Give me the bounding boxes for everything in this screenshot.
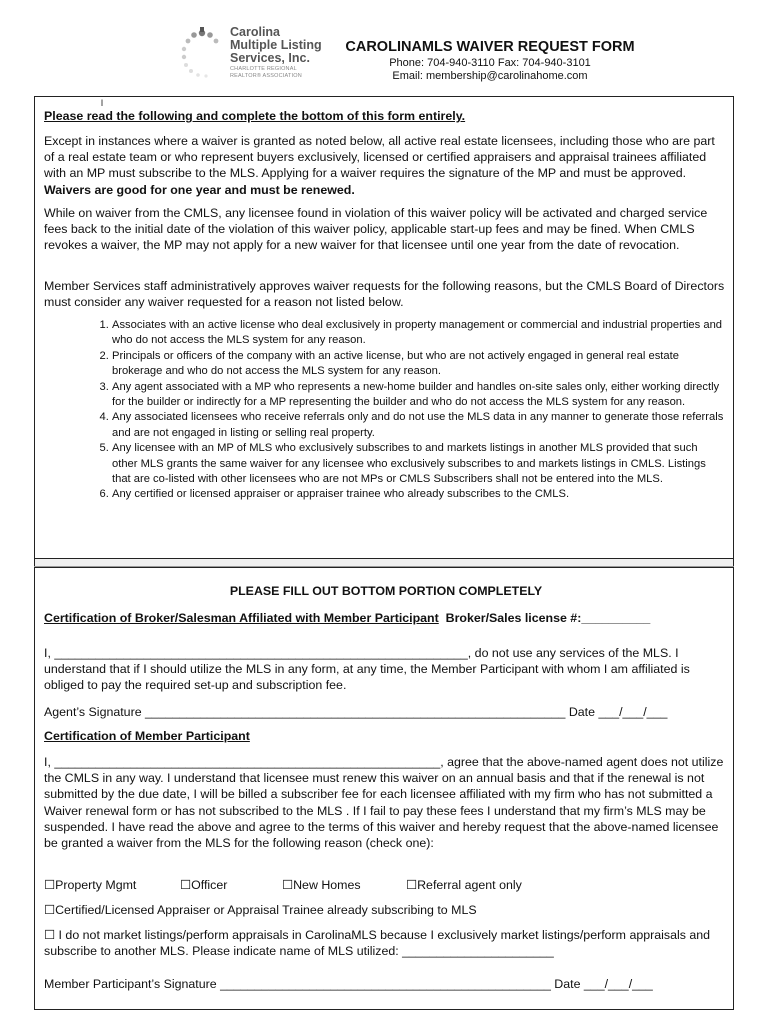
instructions-heading: Please read the following and complete the bottom of this form entirely. bbox=[44, 109, 466, 123]
logo-line-1: Carolina bbox=[230, 25, 281, 39]
reason-item: 6. Any certified or licensed appraiser or appraiser trainee who already subscribes to the CMLS. bbox=[112, 487, 724, 502]
logo bbox=[178, 24, 338, 82]
renewal-notice: Waivers are good for one year and must be renewed. bbox=[44, 182, 355, 197]
logo-tagline-1: CHARLOTTE REGIONAL bbox=[230, 66, 297, 72]
reason-item: 2. Principals or officers of the company with an active license, but who are not actively engaged in general real estate brokerage and who do not access the MLS system for any reason. bbox=[112, 349, 724, 380]
broker-certification-row bbox=[44, 610, 728, 626]
phone-fax-line: Phone: 704-940-3110 Fax: 704-940-3101 bbox=[389, 57, 591, 69]
reason-item: 4. Any associated licensees who receive referrals only and do not use the MLS data in any manner to generate those referrals and are not engaged in listing or selling real property. bbox=[112, 410, 724, 441]
logo-line-2: Multiple Listing bbox=[230, 38, 322, 52]
checkbox-other-mls[interactable]: ☐ I do not market listings/perform appraisals in CarolinaMLS because I exclusively market listings/perform appraisals and subscribe to another MLS. Please indicate name of MLS utilized: ______________________ bbox=[44, 928, 711, 959]
agent-signature-field[interactable]: Agent’s Signature _____________________________________________________________ Date ___/___/___ bbox=[44, 705, 668, 719]
policy-paragraph-1 bbox=[44, 133, 728, 198]
broker-certification-title: Certification of Broker/Salesman Affiliated with Member Participant bbox=[44, 611, 439, 625]
reason-item: 1. Associates with an active license who deal exclusively in property management or commercial and industrial properties and who do not access the MLS system for any reason. bbox=[112, 318, 724, 349]
checkbox-property-mgmt[interactable]: ☐Property Mgmt bbox=[44, 878, 137, 892]
member-participant-signature-field[interactable]: Member Participant’s Signature ________________________________________________ Date ___/___/___ bbox=[44, 977, 653, 991]
reason-item: 3. Any agent associated with a MP who represents a new-home builder and handles on-site sales only, either working directly for the builder or indirectly for a MP representing the builder and who do not access the MLS system for any reason. bbox=[112, 380, 724, 411]
member-participant-statement[interactable]: I, ________________________________________________________, agree that the above-named agent does not utilize the CMLS in any way. I understand that licensee must renew this waiver on an annual basis and that if the renewal is not submitted by the due date, I will be billed a subscriber fee for each licensee affiliated with my firm who has not submitted a Waiver renewal form or has not subscribed to the MLS . If I fail to pay these fees I understand that my firm’s MLS may be suspended. I have read the above and agree to the terms of this waiver and hereby request that the above-named licensee be granted a waiver from the MLS for the following reason (check one): bbox=[44, 755, 724, 851]
reason-item: 5. Any licensee with an MP of MLS who exclusively subscribes to and markets listings in another MLS provided that such other MLS grants the same waiver for any licensee who exclusively subscribes to and markets listings in CMLS. Listings that are co-listed with other licensees who are not MPs or CMLS Subscribers shall not be entered into the MLS. bbox=[112, 441, 724, 487]
agent-statement[interactable]: I, ____________________________________________________________, do not use any services of the MLS. I understand that if I should utilize the MLS in any form, at any time, the Member Participant with whom I am affiliated is obliged to pay the required set-up and subscription fee. bbox=[44, 646, 690, 693]
license-number-field[interactable]: Broker/Sales license #:__________ bbox=[445, 611, 651, 625]
policy-text: Except in instances where a waiver is granted as noted below, all active real estate licensees, including those who are part of a real estate team or who represent buyers exclusively, licensed or certified appraisers and appraisal trainees affiliated with an MP must subscribe to the MLS. Applying for a waiver requires the signature of the MP and must be approved. bbox=[44, 134, 715, 181]
checkbox-officer[interactable]: ☐Officer bbox=[180, 878, 228, 892]
checkbox-referral-agent[interactable]: ☐Referral agent only bbox=[406, 878, 522, 892]
stray-mark: l bbox=[101, 98, 103, 108]
email-line: Email: membership@carolinahome.com bbox=[392, 70, 588, 82]
member-participant-certification-title: Certification of Member Participant bbox=[44, 729, 250, 743]
logo-house-dots-icon bbox=[178, 24, 228, 80]
form-title: CAROLINAMLS WAIVER REQUEST FORM bbox=[345, 39, 635, 55]
checkbox-new-homes[interactable]: ☐New Homes bbox=[282, 878, 361, 892]
checkbox-appraiser[interactable]: ☐Certified/Licensed Appraiser or Appraisal Trainee already subscribing to MLS bbox=[44, 903, 477, 917]
policy-paragraph-3: Member Services staff administratively approves waiver requests for the following reasons, but the CMLS Board of Directors must consider any waiver requested for a reason not listed below. bbox=[44, 279, 725, 310]
policy-paragraph-2: While on waiver from the CMLS, any licensee found in violation of this waiver policy will be activated and charged service fees back to the initial date of the violation of this waiver policy, applicable start-up fees and may be fined. When CMLS revokes a waiver, the MP may not apply for a new waiver for that licensee until one year from the date of revocation. bbox=[44, 206, 708, 253]
logo-tagline-2: REALTOR® ASSOCIATION bbox=[230, 73, 302, 79]
waiver-reasons-list bbox=[84, 318, 724, 503]
logo-line-3: Services, Inc. bbox=[230, 51, 310, 65]
fill-out-heading: PLEASE FILL OUT BOTTOM PORTION COMPLETELY bbox=[229, 584, 543, 598]
